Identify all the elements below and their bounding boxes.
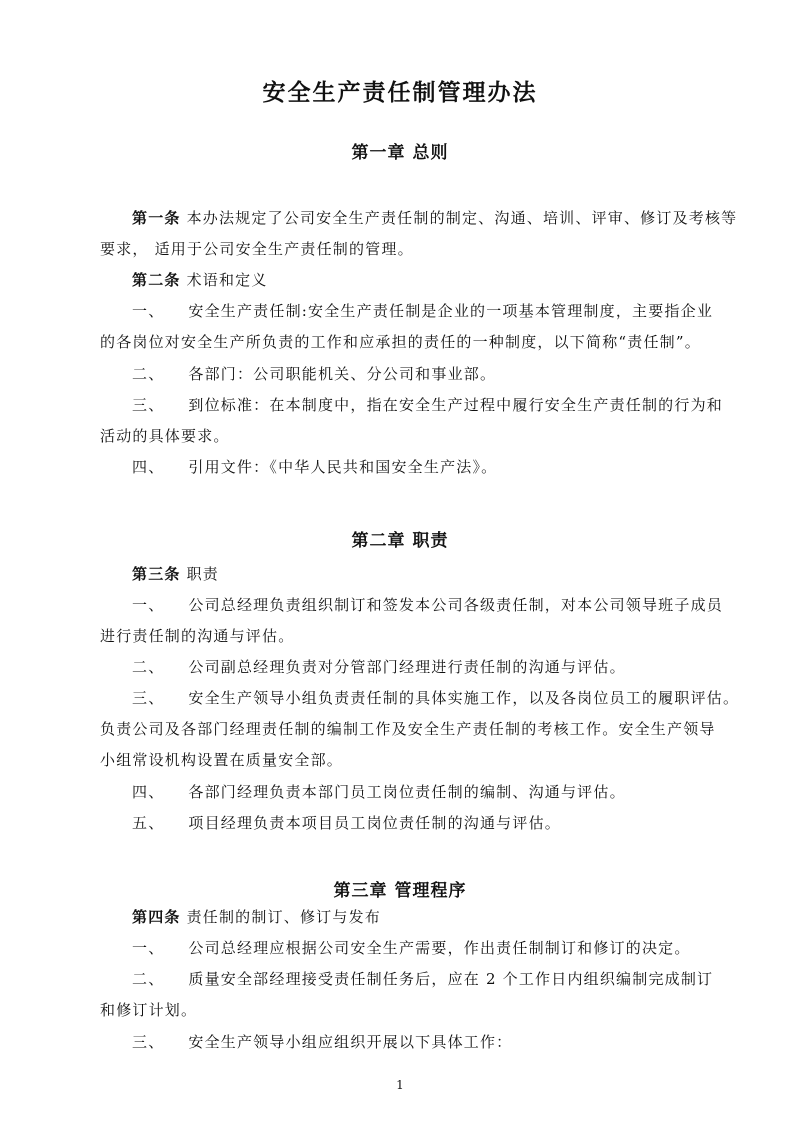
list-item — [132, 395, 723, 415]
item-text: 小组常设机构设置在质量安全部。 — [100, 751, 344, 769]
item-number: 一、 — [132, 596, 165, 614]
list-item — [132, 595, 723, 615]
article-text: 术语和定义 — [186, 271, 268, 289]
item-number: 三、 — [132, 689, 165, 707]
article-text: 本办法规定了公司安全生产责任制的制定、沟通、培训、评审、修订及考核等 — [186, 209, 738, 227]
list-item — [132, 782, 626, 802]
article-text: 职责 — [186, 565, 219, 583]
article-1 — [132, 208, 737, 228]
chapter-heading: 第一章 总则 — [351, 143, 449, 163]
item-number: 二、 — [132, 365, 165, 383]
item-text: 负责公司及各部门经理责任制的编制工作及安全生产责任制的考核工作。安全生产领导 — [100, 720, 716, 738]
article-2 — [132, 270, 268, 290]
article-text: 要求， 适用于公司安全生产责任制的管理。 — [100, 240, 414, 258]
article-text: 责任制的制订、修订与发布 — [186, 908, 381, 926]
item-text: 各部门经理负责本部门员工岗位责任制的编制、沟通与评估。 — [188, 783, 626, 801]
item-text: 的各岗位对安全生产所负责的工作和应承担的责任的一种制度，以下简称“责任制”。 — [100, 333, 701, 351]
list-item — [132, 938, 691, 958]
list-item — [132, 657, 626, 677]
item-number: 五、 — [132, 814, 165, 832]
article-label: 第三条 — [132, 565, 181, 583]
document-title: 安全生产责任制管理办法 — [262, 79, 538, 106]
item-text: 质量安全部经理接受责任制任务后，应在 2 个工作日内组织编制完成制订 — [188, 970, 714, 988]
item-number: 三、 — [132, 1033, 165, 1051]
item-text: 安全生产领导小组应组织开展以下具体工作： — [188, 1033, 513, 1051]
item-text: 公司总经理负责组织制订和签发本公司各级责任制，对本公司领导班子成员 — [188, 596, 723, 614]
item-number: 四、 — [132, 783, 165, 801]
item-text: 安全生产领导小组负责责任制的具体实施工作，以及各岗位员工的履职评估。 — [188, 689, 740, 707]
article-3 — [132, 564, 219, 584]
item-text: 到位标准：在本制度中，指在安全生产过程中履行安全生产责任制的行为和 — [188, 396, 723, 414]
list-item — [132, 301, 713, 321]
list-item — [132, 813, 561, 833]
article-label: 第二条 — [132, 271, 181, 289]
item-number: 二、 — [132, 970, 165, 988]
list-item — [132, 364, 496, 384]
list-item — [132, 1032, 512, 1052]
article-4 — [132, 907, 381, 927]
page-number: 1 — [396, 1078, 404, 1092]
item-text: 活动的具体要求。 — [100, 427, 230, 445]
chapter-heading: 第三章 管理程序 — [333, 881, 467, 901]
item-number: 二、 — [132, 658, 165, 676]
item-text: 公司副总经理负责对分管部门经理进行责任制的沟通与评估。 — [188, 658, 626, 676]
item-text: 引用文件：《中华人民共和国安全生产法》。 — [188, 458, 498, 476]
item-number: 一、 — [132, 939, 165, 957]
item-number: 三、 — [132, 396, 165, 414]
item-text: 和修订计划。 — [100, 1001, 198, 1019]
list-item — [132, 969, 713, 989]
article-label: 第四条 — [132, 908, 181, 926]
item-number: 四、 — [132, 458, 165, 476]
item-text: 安全生产责任制:安全生产责任制是企业的一项基本管理制度，主要指企业 — [188, 302, 714, 320]
list-item — [132, 688, 739, 708]
chapter-heading: 第二章 职责 — [351, 531, 449, 551]
item-text: 公司总经理应根据公司安全生产需要，作出责任制制订和修订的决定。 — [188, 939, 691, 957]
item-number: 一、 — [132, 302, 165, 320]
list-item — [132, 457, 497, 477]
item-text: 项目经理负责本项目员工岗位责任制的沟通与评估。 — [188, 814, 561, 832]
article-label: 第一条 — [132, 209, 181, 227]
item-text: 各部门：公司职能机关、分公司和事业部。 — [188, 365, 497, 383]
item-text: 进行责任制的沟通与评估。 — [100, 627, 295, 645]
